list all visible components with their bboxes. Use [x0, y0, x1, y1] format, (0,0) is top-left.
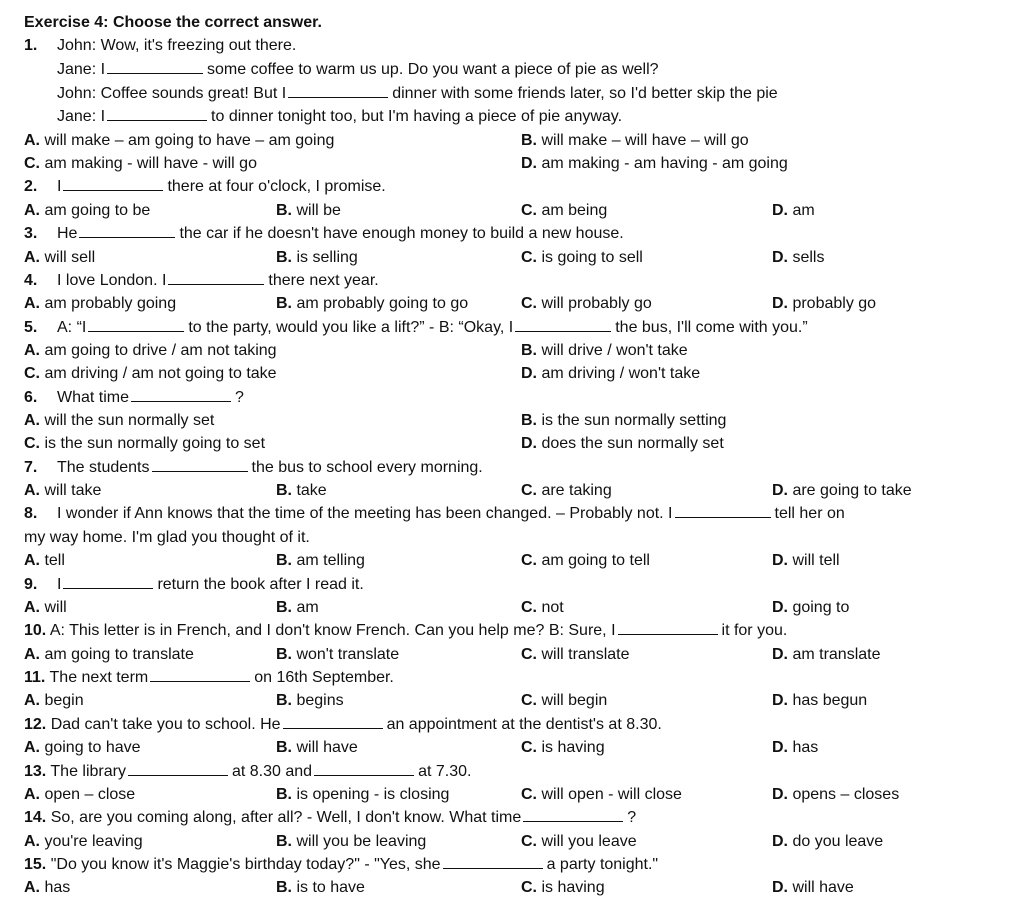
- question-14: [24, 806, 1004, 829]
- option-b[interactable]: B. is opening - is closing: [276, 786, 450, 803]
- question-9-options: [24, 596, 1004, 619]
- question-text: a party tonight.": [546, 856, 659, 873]
- question-1-line-2: [24, 58, 1024, 81]
- question-text: on 16th September.: [254, 669, 394, 686]
- option-b[interactable]: B. begins: [276, 692, 344, 709]
- question-number: 15.: [24, 856, 47, 873]
- option-d[interactable]: D. going to: [772, 599, 850, 616]
- question-text: What time: [57, 389, 130, 406]
- answer-blank[interactable]: [675, 503, 771, 518]
- question-text: A: “I: [57, 319, 87, 336]
- question-number: 8.: [24, 505, 38, 522]
- option-d[interactable]: D. has: [772, 739, 819, 756]
- question-text: The students: [57, 459, 150, 476]
- question-15: [24, 853, 1004, 876]
- answer-blank[interactable]: [150, 667, 250, 682]
- question-9: [24, 573, 1004, 596]
- option-c[interactable]: C. is having: [521, 739, 605, 756]
- answer-blank[interactable]: [79, 223, 175, 238]
- question-5-options-cd: [24, 362, 1004, 385]
- option-b[interactable]: B. will make – will have – will go: [521, 132, 749, 149]
- option-b[interactable]: B. am: [276, 599, 319, 616]
- question-8-options: [24, 549, 1004, 572]
- option-a[interactable]: A. begin: [24, 692, 84, 709]
- option-b[interactable]: B. is to have: [276, 879, 365, 896]
- option-b[interactable]: B. take: [276, 482, 327, 499]
- option-b[interactable]: B. am telling: [276, 552, 365, 569]
- question-text: at 8.30 and: [231, 763, 313, 780]
- answer-blank[interactable]: [288, 83, 388, 98]
- dialogue-line: John: Wow, it's freezing out there.: [57, 37, 297, 54]
- question-6-options-ab: [24, 409, 1004, 432]
- option-a[interactable]: A. has: [24, 879, 71, 896]
- option-c[interactable]: C. is going to sell: [521, 249, 643, 266]
- question-text: the car if he doesn't have enough money to build a new house.: [179, 225, 624, 242]
- option-c[interactable]: C. will you leave: [521, 833, 637, 850]
- question-8: [24, 502, 1004, 525]
- option-a[interactable]: A. will sell: [24, 249, 96, 266]
- option-b[interactable]: B. will drive / won't take: [521, 342, 688, 359]
- question-text: there at four o'clock, I promise.: [167, 178, 386, 195]
- option-a[interactable]: A. tell: [24, 552, 65, 569]
- option-c[interactable]: C. are taking: [521, 482, 612, 499]
- question-3: [24, 222, 1004, 245]
- option-a[interactable]: A. will the sun normally set: [24, 412, 215, 429]
- option-c[interactable]: C. is the sun normally going to set: [24, 435, 266, 452]
- option-b[interactable]: B. is selling: [276, 249, 358, 266]
- question-12-options: [24, 736, 1004, 759]
- option-d[interactable]: D. sells: [772, 249, 825, 266]
- option-c[interactable]: C. will begin: [521, 692, 608, 709]
- question-4: [24, 269, 1004, 292]
- question-text: ?: [235, 389, 244, 406]
- option-d[interactable]: D. do you leave: [772, 833, 884, 850]
- question-text: I: [57, 576, 62, 593]
- option-d[interactable]: D. will have: [772, 879, 854, 896]
- option-a[interactable]: A. will take: [24, 482, 102, 499]
- question-number: 5.: [24, 319, 38, 336]
- question-text: at 7.30.: [418, 763, 472, 780]
- option-c[interactable]: C. am making - will have - will go: [24, 155, 257, 172]
- question-text: my way home. I'm glad you thought of it.: [24, 529, 310, 546]
- question-text: the bus to school every morning.: [251, 459, 483, 476]
- question-4-options: [24, 292, 1004, 315]
- option-a[interactable]: A. am going to translate: [24, 646, 194, 663]
- question-number: 9.: [24, 576, 38, 593]
- dialogue-line: Jane: I: [57, 108, 106, 125]
- option-b[interactable]: B. will be: [276, 202, 341, 219]
- option-b[interactable]: B. is the sun normally setting: [521, 412, 727, 429]
- option-a[interactable]: A. am probably going: [24, 295, 177, 312]
- question-10: [24, 619, 1004, 642]
- question-8-continued: [24, 526, 1004, 549]
- answer-blank[interactable]: [128, 761, 228, 776]
- question-number: 12.: [24, 716, 47, 733]
- question-6-options-cd: [24, 432, 1004, 455]
- question-1-options-cd: [24, 152, 1004, 175]
- question-11: [24, 666, 1004, 689]
- question-text: So, are you coming along, after all? - Well, I don't know. What time: [50, 809, 522, 826]
- option-c[interactable]: C. will open - will close: [521, 786, 682, 803]
- dialogue-line: to dinner tonight too, but I'm having a piece of pie anyway.: [211, 108, 623, 125]
- option-c[interactable]: C. am being: [521, 202, 608, 219]
- question-text: return the book after I read it.: [157, 576, 364, 593]
- question-6: [24, 386, 1004, 409]
- option-a[interactable]: A. am going to be: [24, 202, 151, 219]
- question-number: 11.: [24, 669, 46, 686]
- question-15-options: [24, 876, 1004, 899]
- option-a[interactable]: A. open – close: [24, 786, 136, 803]
- question-1-line-3: [24, 82, 1024, 105]
- answer-blank[interactable]: [443, 854, 543, 869]
- dialogue-line: John: Coffee sounds great! But I: [57, 85, 287, 102]
- question-text: A: This letter is in French, and I don't know French. Can you help me? B: Sure, I: [49, 622, 616, 639]
- answer-blank[interactable]: [523, 807, 623, 822]
- option-a[interactable]: A. am going to drive / am not taking: [24, 342, 277, 359]
- option-d[interactable]: D. probably go: [772, 295, 877, 312]
- answer-blank[interactable]: [515, 317, 611, 332]
- question-text: ?: [627, 809, 637, 826]
- question-1-line-4: [24, 105, 1024, 128]
- option-a[interactable]: A. will make – am going to have – am going: [24, 132, 335, 149]
- answer-blank[interactable]: [63, 176, 163, 191]
- dialogue-line: some coffee to warm us up. Do you want a piece of pie as well?: [207, 61, 659, 78]
- question-14-options: [24, 830, 1004, 853]
- option-c[interactable]: C. is having: [521, 879, 605, 896]
- question-text: Dad can't take you to school. He: [50, 716, 281, 733]
- question-12: [24, 713, 1004, 736]
- question-text: I wonder if Ann knows that the time of the meeting has been changed. – Probably not. I: [57, 505, 673, 522]
- question-2: [24, 175, 1004, 198]
- option-a[interactable]: A. you're leaving: [24, 833, 143, 850]
- option-b[interactable]: B. am probably going to go: [276, 295, 469, 312]
- option-d[interactable]: D. does the sun normally set: [521, 435, 724, 452]
- question-10-options: [24, 643, 1004, 666]
- answer-blank[interactable]: [107, 59, 203, 74]
- question-7-options: [24, 479, 1004, 502]
- dialogue-line: Jane: I: [57, 61, 106, 78]
- option-d[interactable]: D. am driving / won't take: [521, 365, 701, 382]
- question-5: [24, 316, 1004, 339]
- dialogue-line: dinner with some friends later, so I'd better skip the pie: [392, 85, 778, 102]
- question-text: it for you.: [721, 622, 788, 639]
- option-c[interactable]: C. not: [521, 599, 564, 616]
- question-number: 3.: [24, 225, 38, 242]
- question-number: 13.: [24, 763, 47, 780]
- option-b[interactable]: B. will you be leaving: [276, 833, 427, 850]
- question-number: 6.: [24, 389, 38, 406]
- question-2-options: [24, 199, 1004, 222]
- question-text: an appointment at the dentist's at 8.30.: [386, 716, 662, 733]
- question-1: [24, 34, 1004, 57]
- option-d[interactable]: D. will tell: [772, 552, 840, 569]
- answer-blank[interactable]: [283, 714, 383, 729]
- question-7: [24, 456, 1004, 479]
- option-c[interactable]: C. will probably go: [521, 295, 652, 312]
- option-d[interactable]: D. has begun: [772, 692, 868, 709]
- answer-blank[interactable]: [618, 620, 718, 635]
- question-number: 10.: [24, 622, 47, 639]
- option-d[interactable]: D. are going to take: [772, 482, 912, 499]
- question-13: [24, 760, 1004, 783]
- question-text: I: [57, 178, 62, 195]
- question-1-options-ab: [24, 129, 1004, 152]
- option-b[interactable]: B. won't translate: [276, 646, 400, 663]
- option-a[interactable]: A. will: [24, 599, 67, 616]
- question-text: to the party, would you like a lift?” - B: “Okay, I: [188, 319, 514, 336]
- exercise-title: Exercise 4: Choose the correct answer.: [24, 14, 322, 31]
- answer-blank[interactable]: [107, 106, 207, 121]
- answer-blank[interactable]: [168, 270, 264, 285]
- question-text: there next year.: [268, 272, 379, 289]
- question-text: The library: [50, 763, 126, 780]
- question-text: He: [57, 225, 78, 242]
- question-11-options: [24, 689, 1004, 712]
- answer-blank[interactable]: [152, 457, 248, 472]
- question-number: 1.: [24, 37, 38, 54]
- question-text: the bus, I'll come with you.”: [615, 319, 808, 336]
- question-13-options: [24, 783, 1004, 806]
- answer-blank[interactable]: [131, 387, 231, 402]
- question-text: tell her on: [774, 505, 845, 522]
- question-number: 2.: [24, 178, 38, 195]
- option-a[interactable]: A. going to have: [24, 739, 141, 756]
- question-3-options: [24, 246, 1004, 269]
- question-text: I love London. I: [57, 272, 167, 289]
- question-number: 7.: [24, 459, 38, 476]
- option-c[interactable]: C. am driving / am not going to take: [24, 365, 277, 382]
- option-d[interactable]: D. am making - am having - am going: [521, 155, 788, 172]
- answer-blank[interactable]: [88, 317, 184, 332]
- question-number: 4.: [24, 272, 38, 289]
- answer-blank[interactable]: [314, 761, 414, 776]
- question-text: "Do you know it's Maggie's birthday today?" - "Yes, she: [50, 856, 441, 873]
- question-5-options-ab: [24, 339, 1004, 362]
- option-d[interactable]: D. am: [772, 202, 815, 219]
- option-c[interactable]: C. will translate: [521, 646, 630, 663]
- option-d[interactable]: D. am translate: [772, 646, 881, 663]
- option-d[interactable]: D. opens – closes: [772, 786, 900, 803]
- question-number: 14.: [24, 809, 47, 826]
- answer-blank[interactable]: [63, 574, 153, 589]
- option-b[interactable]: B. will have: [276, 739, 358, 756]
- question-text: The next term: [49, 669, 149, 686]
- option-c[interactable]: C. am going to tell: [521, 552, 650, 569]
